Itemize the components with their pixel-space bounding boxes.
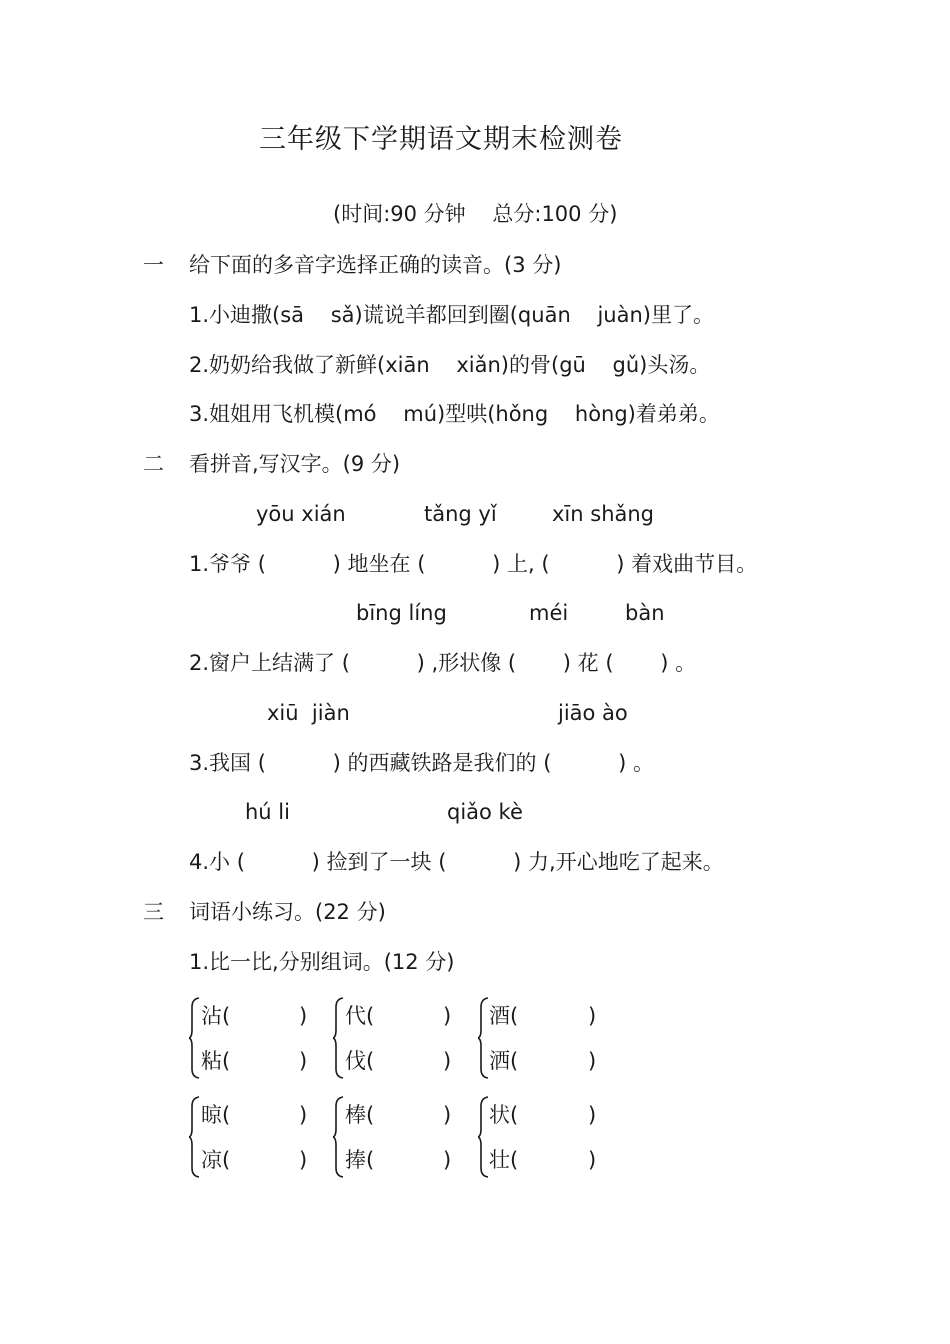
- close-paren: ): [588, 1049, 597, 1073]
- section3-sub-1: 1.比一比,分别组词。(12 分): [189, 950, 455, 974]
- compare-char-liang2: 凉(: [201, 1148, 231, 1172]
- brace-icon: [333, 997, 344, 1079]
- section2-sentence-2: 2.窗户上结满了 ( ) ,形状像 ( ) 花 ( ) 。: [189, 651, 697, 675]
- compare-char-nian: 粘(: [201, 1049, 231, 1073]
- close-paren: ): [299, 1004, 308, 1028]
- close-paren: ): [588, 1148, 597, 1172]
- brace-icon: [478, 1096, 489, 1178]
- section2-sentence-4: 4.小 ( ) 捡到了一块 ( ) 力,开心地吃了起来。: [189, 850, 724, 874]
- section1-number: 一: [143, 253, 164, 277]
- pinyin-huli: hú li: [245, 800, 290, 824]
- compare-char-liang1: 晾(: [201, 1103, 231, 1127]
- compare-char-dai: 代(: [345, 1004, 375, 1028]
- compare-char-zhuang2: 壮(: [489, 1148, 519, 1172]
- pinyin-mei: méi: [529, 601, 569, 625]
- compare-char-sa: 洒(: [489, 1049, 519, 1073]
- pinyin-ban: bàn: [625, 601, 665, 625]
- pinyin-xiujian: xiū jiàn: [267, 701, 350, 725]
- section2-number: 二: [143, 452, 164, 476]
- brace-icon: [333, 1096, 344, 1178]
- close-paren: ): [588, 1004, 597, 1028]
- pinyin-bingling: bīng líng: [356, 601, 447, 625]
- pinyin-qiaoke: qiǎo kè: [447, 800, 523, 824]
- compare-char-peng: 捧(: [345, 1148, 375, 1172]
- section3-number: 三: [143, 900, 164, 924]
- compare-char-fa: 伐(: [345, 1049, 375, 1073]
- close-paren: ): [299, 1049, 308, 1073]
- pinyin-xinshang: xīn shǎng: [552, 502, 655, 526]
- compare-char-bang: 棒(: [345, 1103, 375, 1127]
- pinyin-youxian: yōu xián: [256, 502, 346, 526]
- brace-icon: [189, 1096, 200, 1178]
- close-paren: ): [443, 1148, 452, 1172]
- brace-icon: [478, 997, 489, 1079]
- close-paren: ): [443, 1103, 452, 1127]
- compare-char-zhan: 沾(: [201, 1004, 231, 1028]
- section1-heading: 给下面的多音字选择正确的读音。(3 分): [189, 253, 562, 277]
- close-paren: ): [443, 1049, 452, 1073]
- page-title: 三年级下学期语文期末检测卷: [259, 124, 623, 155]
- compare-char-jiu: 酒(: [489, 1004, 519, 1028]
- exam-meta: (时间:90 分钟 总分:100 分): [333, 202, 618, 226]
- section1-item-1: 1.小迪撒(sā sǎ)谎说羊都回到圈(quān juàn)里了。: [189, 303, 714, 327]
- section2-sentence-3: 3.我国 ( ) 的西藏铁路是我们的 ( ) 。: [189, 751, 655, 775]
- close-paren: ): [443, 1004, 452, 1028]
- section1-item-2: 2.奶奶给我做了新鲜(xiān xiǎn)的骨(gū gǔ)头汤。: [189, 353, 711, 377]
- close-paren: ): [299, 1103, 308, 1127]
- compare-char-zhuang1: 状(: [489, 1103, 519, 1127]
- section1-item-3: 3.姐姐用飞机模(mó mú)型哄(hǒng hòng)着弟弟。: [189, 402, 720, 426]
- section3-heading: 词语小练习。(22 分): [189, 900, 386, 924]
- section2-heading: 看拼音,写汉字。(9 分): [189, 452, 401, 476]
- pinyin-tangyi: tǎng yǐ: [424, 502, 497, 526]
- close-paren: ): [588, 1103, 597, 1127]
- pinyin-jiaoao: jiāo ào: [558, 701, 628, 725]
- close-paren: ): [299, 1148, 308, 1172]
- brace-icon: [189, 997, 200, 1079]
- section2-sentence-1: 1.爷爷 ( ) 地坐在 ( ) 上, ( ) 着戏曲节目。: [189, 552, 758, 576]
